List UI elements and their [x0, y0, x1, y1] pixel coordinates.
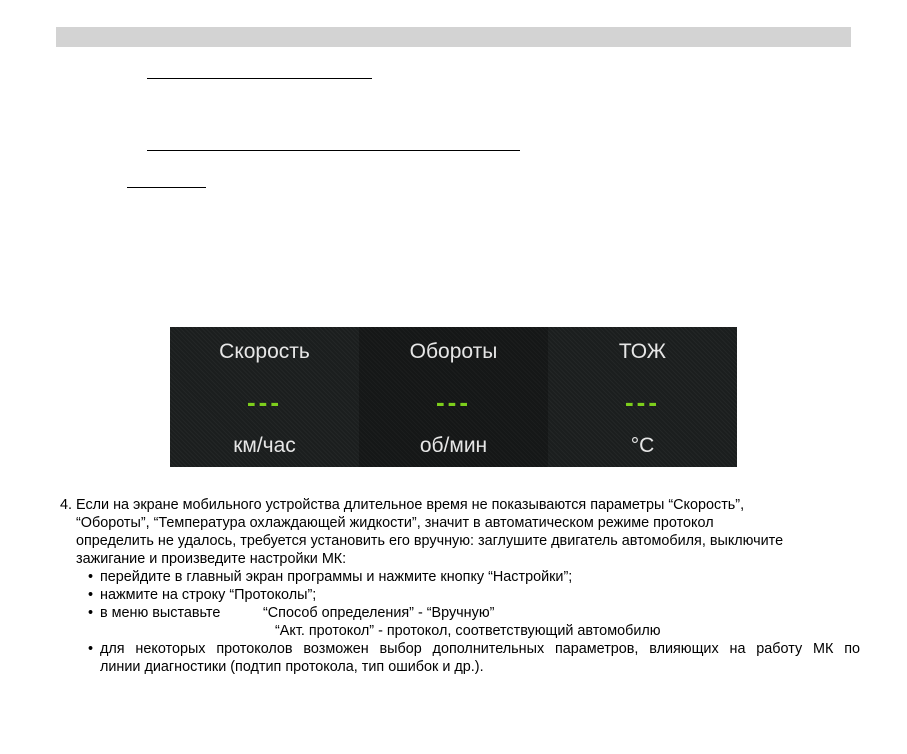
dashboard-panel	[170, 327, 737, 467]
coolant-value: ---	[625, 387, 660, 417]
instructions-text	[60, 496, 860, 676]
underline-rule-2	[147, 150, 520, 151]
bullet-icon: •	[88, 641, 94, 657]
underline-rule-1	[147, 78, 372, 79]
paragraph-line-3: определить не удалось, требуется установить его вручную: заглушите двигатель автомобиля, выключите	[76, 533, 784, 549]
header-bar	[56, 27, 851, 47]
list-item: • для некоторых протоколов возможен выбор дополнительных параметров, влияющих на работу МК по линии диагностики (подтип протокола, тип ошибок и др.).	[88, 641, 860, 675]
speed-unit: км/час	[233, 434, 296, 457]
paragraph-line-4: зажигание и произведите настройки МК:	[76, 551, 347, 567]
list-item: • нажмите на строку “Протоколы”;	[88, 587, 317, 603]
setting-detection: “Способ определения” - “Вручную”	[263, 605, 495, 621]
speed-column	[170, 327, 359, 467]
speed-label: Скорость	[219, 340, 310, 363]
rpm-value: ---	[436, 387, 471, 417]
underline-rule-3	[127, 187, 206, 188]
menu-label: в меню выставьте	[100, 605, 221, 621]
bullet-list	[60, 568, 860, 676]
paragraph-line-1: 4. Если на экране мобильного устройства длительное время не показываются параметры “Скорость”,	[60, 497, 745, 513]
rpm-column	[359, 327, 548, 467]
setting-protocol: “Акт. протокол” - протокол, соответствующий автомобилю	[275, 623, 661, 639]
speed-value: ---	[247, 387, 282, 417]
bullet-icon: •	[88, 605, 94, 621]
list-item	[88, 604, 860, 640]
coolant-label: ТОЖ	[618, 340, 667, 363]
coolant-column	[548, 327, 737, 467]
paragraph-line-2: “Обороты”, “Температура охлаждающей жидкости”, значит в автоматическом режиме протокол	[76, 515, 714, 531]
rpm-unit: об/мин	[419, 434, 488, 457]
bullet-icon: •	[88, 587, 94, 603]
coolant-unit: °C	[630, 434, 655, 457]
rpm-label: Обороты	[409, 340, 498, 363]
list-item: • перейдите в главный экран программы и нажмите кнопку “Настройки”;	[88, 569, 573, 585]
bullet-icon: •	[88, 569, 94, 585]
paragraph-number: 4.	[60, 497, 73, 513]
